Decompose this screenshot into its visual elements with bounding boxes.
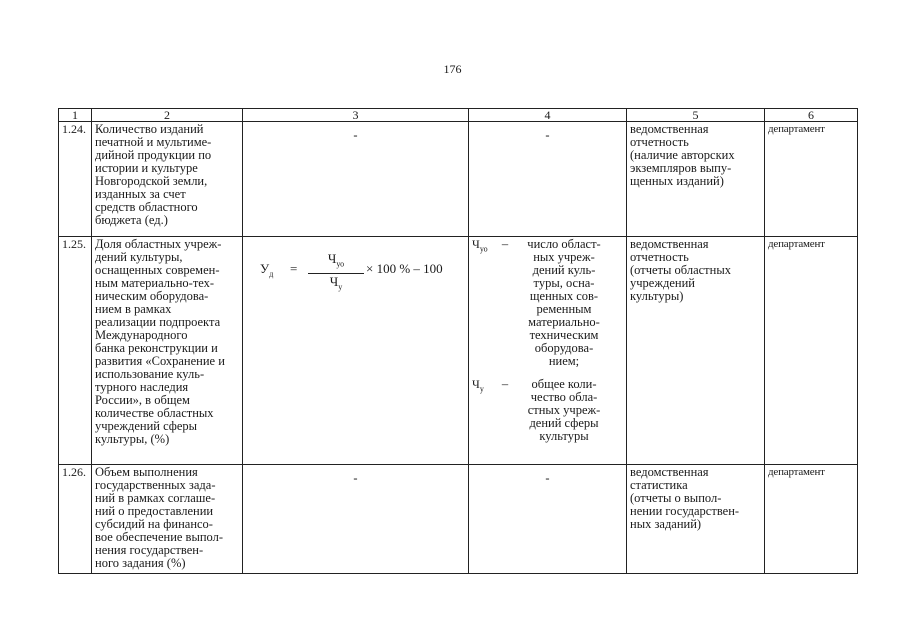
variable-row — [472, 238, 623, 368]
column-header-3: 3 — [243, 109, 469, 122]
variables-cell — [469, 237, 627, 465]
variable-symbol: $Ч_у$ — [472, 377, 484, 394]
formula-multiplier: × 100 % – 100 — [366, 261, 443, 276]
data-source: ведомственная статистика (отчеты о выпол- нении государствен- ных заданий) — [627, 465, 765, 574]
variables-dash: - — [545, 471, 550, 485]
variable-symbol: $Ч_{уо}$ — [472, 237, 488, 254]
responsible-owner: департамент — [765, 122, 858, 237]
formula-dash: - — [353, 471, 358, 485]
calculation-formula — [246, 252, 465, 292]
column-header-1: 1 — [59, 109, 92, 122]
variable-dash: – — [501, 237, 509, 251]
column-header-5: 5 — [627, 109, 765, 122]
column-header-6: 6 — [765, 109, 858, 122]
formula-cell — [243, 237, 469, 465]
formula-equals: = — [290, 261, 298, 276]
row-number: 1.25. — [59, 237, 92, 465]
formula-numerator: $Ч_{уо}$ — [308, 252, 364, 274]
indicator-name: Доля областных учреж- дений культуры, оснащенных современ- ным материально-тех- ническим оборудова- нием в рамках реализации подпроекта Международного банка реконструкции и развития «Сохранение и использование куль- турного наследия России», в общем количестве областных учреждений сферы культуры, (%) — [92, 237, 243, 465]
variables-cell — [469, 122, 627, 237]
table-row — [59, 122, 858, 237]
column-header-2: 2 — [92, 109, 243, 122]
formula-denominator: $Ч_у$ — [329, 273, 343, 292]
formula-dash: - — [353, 128, 358, 142]
formula-fraction — [308, 252, 364, 293]
data-source: ведомственная отчетность (отчеты областных учреждений культуры) — [627, 237, 765, 465]
data-source: ведомственная отчетность (наличие авторских экземпляров выпу- щенных изданий) — [627, 122, 765, 237]
column-number-row — [59, 109, 858, 122]
formula-cell — [243, 465, 469, 574]
variable-dash: – — [501, 377, 509, 391]
variables-cell — [469, 465, 627, 574]
row-number: 1.26. — [59, 465, 92, 574]
variable-definitions — [472, 238, 623, 443]
row-number: 1.24. — [59, 122, 92, 237]
formula-result: $У_д$ — [260, 261, 274, 279]
variables-dash: - — [545, 128, 550, 142]
table-row — [59, 465, 858, 574]
variable-description: число област- ных учреж- дений куль- туры, осна- щенных сов- ременным материально- техническим оборудова- нием; — [527, 237, 601, 368]
indicators-table — [58, 108, 858, 574]
formula-cell — [243, 122, 469, 237]
variable-row — [472, 378, 623, 443]
responsible-owner: департамент — [765, 465, 858, 574]
table-row — [59, 237, 858, 465]
variable-description: общее коли- чество обла- стных учреж- дений сферы культуры — [527, 377, 601, 443]
indicator-name: Количество изданий печатной и мультиме- дийной продукции по истории и культуре Новгородской земли, изданных за счет средств областного бюджета (ед.) — [92, 122, 243, 237]
page-number: 176 — [443, 62, 462, 76]
responsible-owner: департамент — [765, 237, 858, 465]
indicator-name: Объем выполнения государственных зада- ний в рамках соглаше- ний о предоставлении субсидий на финансо- вое обеспечение выпол- нения государствен- ного задания (%) — [92, 465, 243, 574]
column-header-4: 4 — [469, 109, 627, 122]
